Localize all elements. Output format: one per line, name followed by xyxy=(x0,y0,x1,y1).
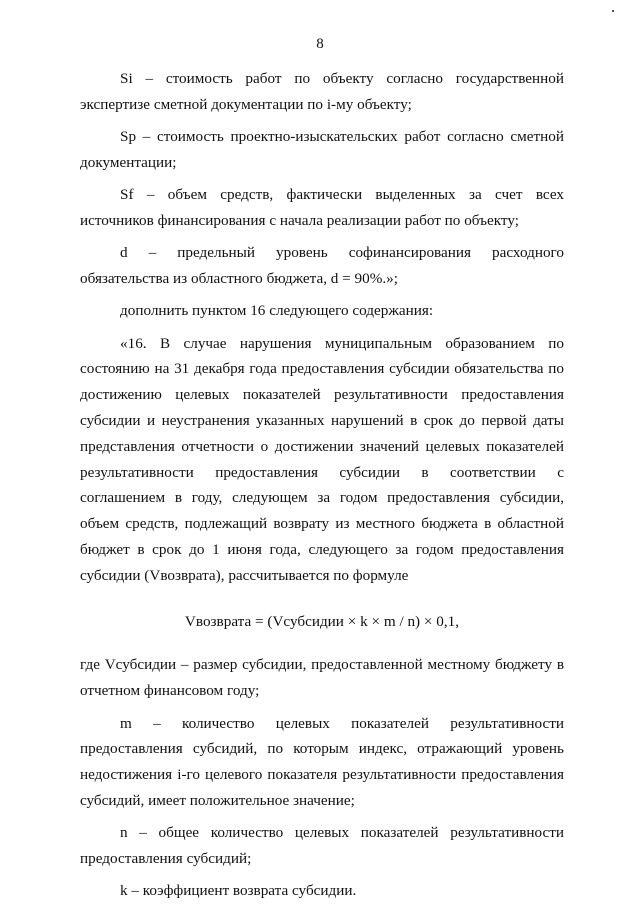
page-number: 8 xyxy=(316,36,324,52)
definition-n: n – общее количество целевых показателей результативности предоставления субсидий; xyxy=(80,824,564,868)
scan-speck xyxy=(612,10,614,12)
definition-v-subsidy: где Vсубсидии – размер субсидии, предоставленной местному бюджету в отчетном финансовом году; xyxy=(80,656,564,700)
definition-sp: Sp – стоимость проектно-изыскательских работ согласно сметной документации; xyxy=(80,128,564,171)
definition-d: d – предельный уровень софинансирования расходного обязательства из областного бюджета, d = 90%.»; xyxy=(80,244,564,288)
clause-16: «16. В случае нарушения муниципальным образованием по состоянию на 31 декабря года предоставления субсидии обязательства по достижению целевых показателей результативности предоставления субсидии и неустранения указанных нарушений в срок до первой даты представления отчетности о достижении значений целевых показателей результативности предоставления субсидии в соответствии с соглашением в году, следующем за годом предоставления субсидии, объем средств, подлежащий возврату из местного бюджета в областной бюджет в срок до 1 июня года, следующего за годом предоставления субсидии (Vвозврата), рассчитывается по формуле xyxy=(80,334,564,584)
refund-formula: Vвозврата = (Vсубсидии × k × m / n) × 0,1, xyxy=(184,612,460,630)
definition-m: m – количество целевых показателей результативности предоставления субсидий, по которым индекс, отражающий уровень недостижения i-го целевого показателя результативности предоставления субсидий, имеет положительное значение; xyxy=(80,714,564,809)
amendment-intro: дополнить пунктом 16 следующего содержания: xyxy=(120,302,434,320)
definition-sf: Sf – объем средств, фактически выделенных за счет всех источников финансирования с начала реализации работ по объекту; xyxy=(80,186,564,229)
definition-si: Si – стоимость работ по объекту согласно государственной экспертизе сметной документации по i-му объекту; xyxy=(80,70,564,113)
definition-k: k – коэффициент возврата субсидии. xyxy=(120,882,357,900)
document-body xyxy=(80,66,564,911)
